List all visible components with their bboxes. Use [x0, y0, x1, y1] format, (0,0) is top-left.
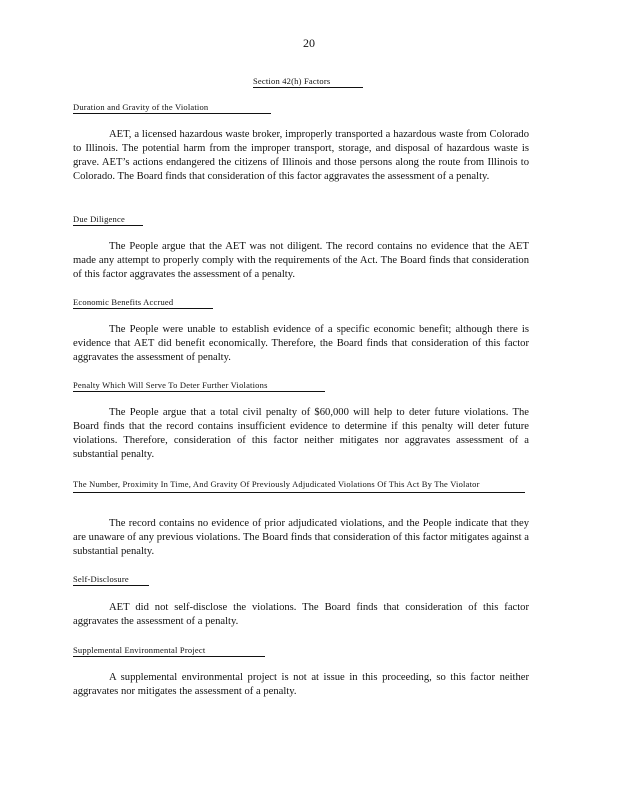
paragraph-duration-gravity: AET, a licensed hazardous waste broker, improperly transported a hazardous waste from Colorado to Illinois. The potential harm from the improper transport, storage, and disposal of hazardous waste is grave. AET’s actions endangered the citizens of Illinois and those persons along the route from Illinois to Colorado. The Board finds that consideration of this factor aggravates the assessment of a penalty.	[73, 129, 529, 182]
paragraph-previous-violations: The record contains no evidence of prior adjudicated violations, and the People indicate that they are unaware of any previous violations. The Board finds that consideration of this factor mitigates against a substantial penalty.	[73, 518, 529, 557]
section-title: Section 42(h) Factors	[253, 76, 363, 88]
heading-duration-gravity: Duration and Gravity of the Violation	[73, 102, 271, 114]
heading-previous-violations: The Number, Proximity In Time, And Gravity Of Previously Adjudicated Violations Of This Act By The Violator	[73, 478, 525, 493]
page-number: 20	[303, 36, 315, 50]
heading-supplemental-project: Supplemental Environmental Project	[73, 645, 265, 657]
paragraph-economic-benefits: The People were unable to establish evidence of a specific economic benefit; although there is evidence that AET did benefit economically. Therefore, the Board finds that consideration of this factor aggravates the assessment of penalty.	[73, 324, 529, 363]
paragraph-due-diligence: The People argue that the AET was not diligent. The record contains no evidence that the AET made any attempt to properly comply with the requirements of the Act. The Board finds that consideration of this factor aggravates the assessment of a penalty.	[73, 241, 529, 280]
paragraph-penalty-deter: The People argue that a total civil penalty of $60,000 will help to deter future violations. The Board finds that the record contains insufficient evidence to determine if this penalty will deter future violations. Therefore, consideration of this factor neither mitigates nor aggravates assessment of a substantial penalty.	[73, 407, 529, 460]
heading-penalty-deter: Penalty Which Will Serve To Deter Further Violations	[73, 380, 325, 392]
heading-due-diligence: Due Diligence	[73, 214, 143, 226]
paragraph-self-disclosure: AET did not self-disclose the violations. The Board finds that consideration of this factor aggravates the assessment of a penalty.	[73, 602, 529, 627]
heading-self-disclosure: Self-Disclosure	[73, 574, 149, 586]
paragraph-supplemental-project: A supplemental environmental project is not at issue in this proceeding, so this factor neither aggravates nor mitigates the assessment of a penalty.	[73, 672, 529, 697]
heading-economic-benefits: Economic Benefits Accrued	[73, 297, 213, 309]
